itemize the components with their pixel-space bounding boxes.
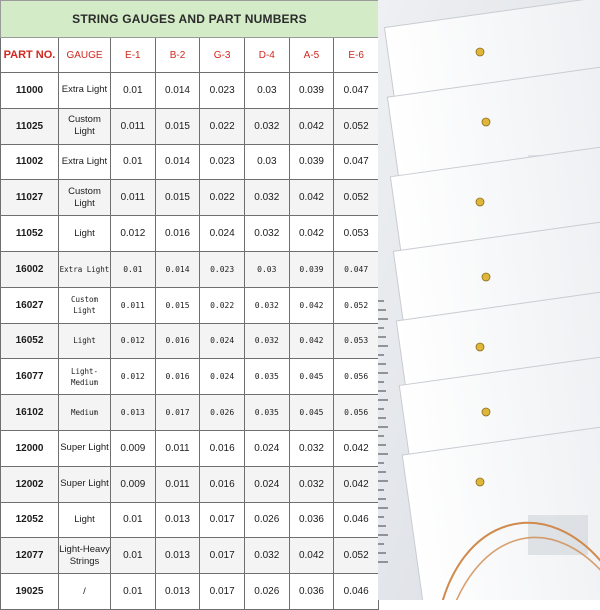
gauge-value-e1: 0.01 [111, 574, 156, 610]
gauge-value-a5: 0.042 [289, 180, 334, 216]
gauge-cell: Extra Light [59, 73, 111, 109]
table-body [1, 73, 379, 610]
gauge-value-a5: 0.039 [289, 73, 334, 109]
barcode-bar [378, 516, 384, 518]
barcode-bar [378, 480, 388, 482]
barcode-bar [378, 426, 388, 428]
barcode-bar [378, 336, 386, 338]
gauge-value-a5: 0.042 [289, 538, 334, 574]
gauge-value-a5: 0.039 [289, 144, 334, 180]
gauge-value-d4: 0.035 [244, 359, 289, 395]
gauge-cell: Medium [59, 395, 111, 431]
gauge-value-a5: 0.042 [289, 323, 334, 359]
gauge-cell: / [59, 574, 111, 610]
part-number-cell: 11027 [1, 180, 59, 216]
part-number-cell: 16027 [1, 287, 59, 323]
gauge-value-e6: 0.047 [334, 144, 379, 180]
table-row [1, 538, 379, 574]
part-number-cell: 12002 [1, 466, 59, 502]
part-number-cell: 12000 [1, 430, 59, 466]
table-row [1, 359, 379, 395]
part-number-cell: 12052 [1, 502, 59, 538]
gauge-value-e1: 0.011 [111, 180, 156, 216]
gauge-value-e1: 0.01 [111, 251, 156, 287]
gauge-value-g3: 0.023 [200, 144, 245, 180]
table-row [1, 251, 379, 287]
header-gauge: GAUGE [59, 38, 111, 73]
string-ball-end [476, 478, 484, 486]
gauge-value-b2: 0.015 [155, 108, 200, 144]
gauge-value-b2: 0.017 [155, 395, 200, 431]
table-row [1, 574, 379, 610]
barcode-bar [378, 363, 386, 365]
gauge-value-d4: 0.032 [244, 323, 289, 359]
gauge-value-e6: 0.052 [334, 180, 379, 216]
header-b2: B-2 [155, 38, 200, 73]
header-part-no: PART NO. [1, 38, 59, 73]
gauge-value-e6: 0.047 [334, 73, 379, 109]
barcode-bar [378, 327, 384, 329]
gauge-value-d4: 0.032 [244, 538, 289, 574]
header-e1: E-1 [111, 38, 156, 73]
gauge-value-a5: 0.032 [289, 466, 334, 502]
gauge-cell: Light [59, 323, 111, 359]
barcode-bar [378, 399, 388, 401]
part-number-cell: 11025 [1, 108, 59, 144]
gauge-value-e6: 0.052 [334, 538, 379, 574]
barcode-bar [378, 444, 386, 446]
gauge-value-b2: 0.013 [155, 502, 200, 538]
gauge-value-g3: 0.016 [200, 466, 245, 502]
table-title: STRING GAUGES AND PART NUMBERS [1, 1, 379, 38]
gauge-value-b2: 0.016 [155, 359, 200, 395]
gauge-value-b2: 0.011 [155, 430, 200, 466]
gauge-value-g3: 0.016 [200, 430, 245, 466]
gauge-value-a5: 0.032 [289, 430, 334, 466]
gauge-cell: Custom Light [59, 180, 111, 216]
table-row [1, 502, 379, 538]
gauge-value-e6: 0.042 [334, 466, 379, 502]
packets-illustration [378, 0, 600, 600]
part-number-cell: 16052 [1, 323, 59, 359]
gauge-value-e1: 0.012 [111, 323, 156, 359]
gauge-value-g3: 0.024 [200, 359, 245, 395]
barcode-bar [378, 435, 384, 437]
gauge-value-a5: 0.039 [289, 251, 334, 287]
gauge-value-d4: 0.026 [244, 574, 289, 610]
barcode-bar [378, 354, 384, 356]
barcode-bar [378, 534, 388, 536]
gauge-value-e1: 0.009 [111, 430, 156, 466]
gauge-cell: Light-Medium [59, 359, 111, 395]
part-number-cell: 16077 [1, 359, 59, 395]
gauge-value-g3: 0.022 [200, 287, 245, 323]
gauge-value-e6: 0.053 [334, 323, 379, 359]
gauge-value-g3: 0.024 [200, 323, 245, 359]
table-row [1, 466, 379, 502]
barcode-bar [378, 408, 384, 410]
gauge-value-g3: 0.023 [200, 251, 245, 287]
gauge-value-e1: 0.012 [111, 216, 156, 252]
string-ball-end [482, 118, 490, 126]
table-row [1, 180, 379, 216]
table-row [1, 216, 379, 252]
barcode-bar [378, 318, 388, 320]
gauge-value-e6: 0.042 [334, 430, 379, 466]
gauge-value-e1: 0.01 [111, 73, 156, 109]
gauge-value-g3: 0.023 [200, 73, 245, 109]
gauge-cell: Super Light [59, 430, 111, 466]
gauge-value-e1: 0.01 [111, 538, 156, 574]
gauge-cell: Light [59, 216, 111, 252]
gauge-value-e1: 0.011 [111, 108, 156, 144]
part-number-cell: 12077 [1, 538, 59, 574]
gauge-cell: Light-Heavy Strings [59, 538, 111, 574]
gauge-value-b2: 0.014 [155, 73, 200, 109]
gauge-value-e6: 0.053 [334, 216, 379, 252]
gauge-value-d4: 0.03 [244, 251, 289, 287]
gauge-value-d4: 0.032 [244, 216, 289, 252]
gauge-value-a5: 0.045 [289, 359, 334, 395]
gauge-value-e6: 0.052 [334, 108, 379, 144]
gauge-value-e6: 0.046 [334, 574, 379, 610]
gauge-value-e6: 0.056 [334, 359, 379, 395]
table-row [1, 430, 379, 466]
table-row [1, 395, 379, 431]
barcode-bar [378, 498, 386, 500]
string-ball-end [482, 408, 490, 416]
gauge-value-b2: 0.013 [155, 574, 200, 610]
gauge-value-e1: 0.011 [111, 287, 156, 323]
gauge-value-e1: 0.01 [111, 144, 156, 180]
gauge-cell: Custom Light [59, 287, 111, 323]
barcode-bar [378, 345, 388, 347]
string-ball-end [476, 343, 484, 351]
gauge-value-g3: 0.024 [200, 216, 245, 252]
part-number-cell: 16102 [1, 395, 59, 431]
gauge-value-d4: 0.024 [244, 430, 289, 466]
gauge-cell: Extra Light [59, 144, 111, 180]
barcode-bar [378, 453, 388, 455]
table-row [1, 144, 379, 180]
part-number-cell: 11000 [1, 73, 59, 109]
string-ball-end [482, 273, 490, 281]
gauge-value-g3: 0.017 [200, 574, 245, 610]
gauge-cell: Super Light [59, 466, 111, 502]
gauge-value-d4: 0.03 [244, 144, 289, 180]
barcode-bar [378, 381, 384, 383]
gauge-value-e1: 0.013 [111, 395, 156, 431]
barcode-bar [378, 390, 386, 392]
table-row [1, 323, 379, 359]
gauge-value-b2: 0.013 [155, 538, 200, 574]
gauge-value-a5: 0.042 [289, 216, 334, 252]
gauge-value-a5: 0.036 [289, 502, 334, 538]
gauge-value-d4: 0.024 [244, 466, 289, 502]
gauge-value-d4: 0.026 [244, 502, 289, 538]
gauge-value-b2: 0.015 [155, 180, 200, 216]
header-a5: A-5 [289, 38, 334, 73]
barcode-bar [378, 417, 386, 419]
packet-print-block [528, 515, 588, 555]
gauge-value-b2: 0.016 [155, 216, 200, 252]
gauge-value-d4: 0.032 [244, 180, 289, 216]
gauge-value-d4: 0.035 [244, 395, 289, 431]
gauge-value-e1: 0.009 [111, 466, 156, 502]
gauge-cell: Extra Light [59, 251, 111, 287]
gauge-value-e6: 0.056 [334, 395, 379, 431]
gauge-value-g3: 0.022 [200, 180, 245, 216]
header-e6: E-6 [334, 38, 379, 73]
header-g3: G-3 [200, 38, 245, 73]
gauge-value-a5: 0.036 [289, 574, 334, 610]
barcode-bar [378, 309, 386, 311]
gauge-value-a5: 0.042 [289, 108, 334, 144]
barcode-bar [378, 300, 384, 302]
gauge-value-b2: 0.015 [155, 287, 200, 323]
gauge-value-g3: 0.017 [200, 502, 245, 538]
gauge-value-b2: 0.014 [155, 144, 200, 180]
barcode-bar [378, 561, 388, 563]
part-number-cell: 11052 [1, 216, 59, 252]
string-ball-end [476, 48, 484, 56]
gauge-value-a5: 0.042 [289, 287, 334, 323]
barcode-bar [378, 471, 386, 473]
table-row [1, 108, 379, 144]
gauge-value-b2: 0.016 [155, 323, 200, 359]
gauge-value-b2: 0.014 [155, 251, 200, 287]
barcode-bar [378, 489, 384, 491]
table-row [1, 287, 379, 323]
gauge-cell: Custom Light [59, 108, 111, 144]
gauge-value-e1: 0.012 [111, 359, 156, 395]
gauge-value-e6: 0.052 [334, 287, 379, 323]
barcode-bar [378, 507, 388, 509]
gauge-value-e6: 0.046 [334, 502, 379, 538]
gauge-value-d4: 0.032 [244, 108, 289, 144]
gauge-value-d4: 0.03 [244, 73, 289, 109]
string-ball-end [476, 198, 484, 206]
table-row [1, 73, 379, 109]
gauge-value-g3: 0.026 [200, 395, 245, 431]
barcode-bar [378, 543, 384, 545]
header-row [1, 38, 379, 73]
part-number-cell: 11002 [1, 144, 59, 180]
barcode-bar [378, 525, 386, 527]
gauge-value-e1: 0.01 [111, 502, 156, 538]
part-number-cell: 16002 [1, 251, 59, 287]
string-packets-photo [378, 0, 600, 600]
gauge-value-b2: 0.011 [155, 466, 200, 502]
gauge-value-d4: 0.032 [244, 287, 289, 323]
gauge-value-e6: 0.047 [334, 251, 379, 287]
barcode-bar [378, 462, 384, 464]
gauge-value-g3: 0.017 [200, 538, 245, 574]
gauge-cell: Light [59, 502, 111, 538]
part-number-cell: 19025 [1, 574, 59, 610]
barcode-bar [378, 552, 386, 554]
barcode-bar [378, 372, 388, 374]
header-d4: D-4 [244, 38, 289, 73]
gauge-value-g3: 0.022 [200, 108, 245, 144]
gauge-value-a5: 0.045 [289, 395, 334, 431]
